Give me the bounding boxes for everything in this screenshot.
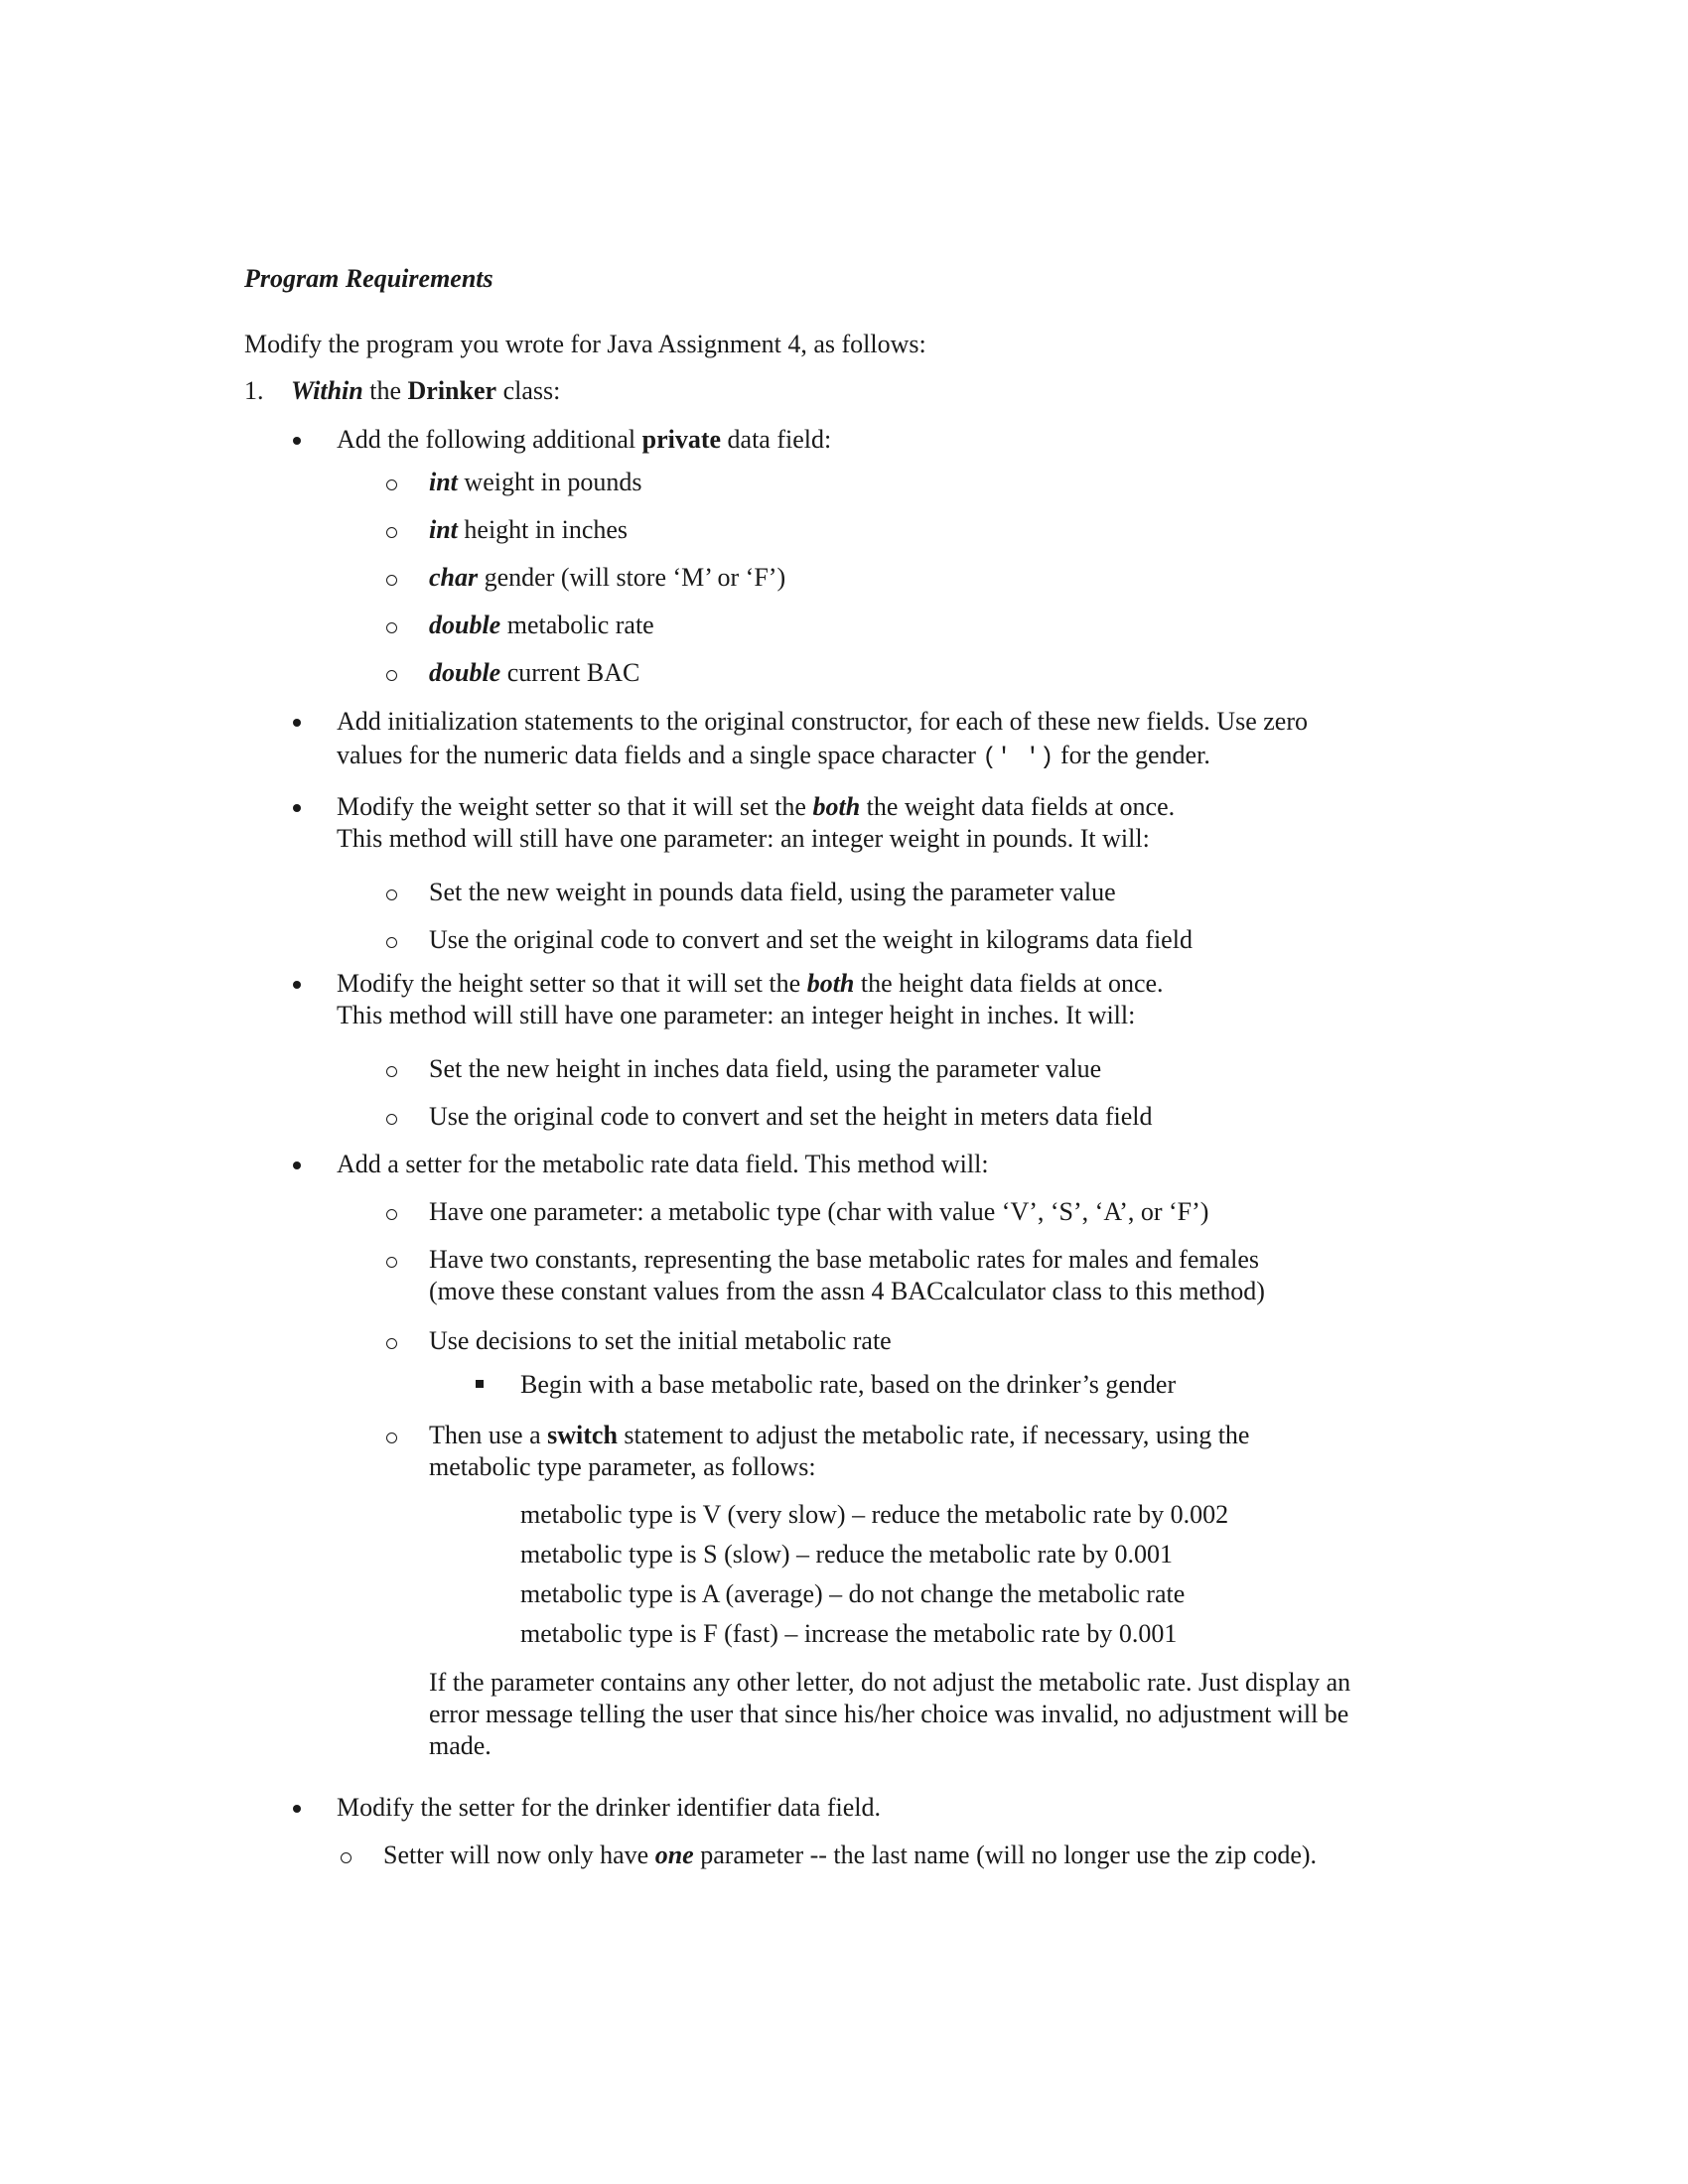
- switch-line-1: [429, 1423, 1249, 1448]
- sub-bullet-circle: [386, 889, 397, 900]
- field-type: double: [429, 611, 501, 639]
- item-1-number: 1.: [244, 376, 264, 405]
- b6-pre: Setter will now only have: [383, 1841, 655, 1869]
- bullet-dot: [293, 437, 301, 445]
- bullet-dot: [293, 1161, 301, 1169]
- switch-pre: Then use a: [429, 1421, 548, 1449]
- field-item: [429, 613, 654, 638]
- b3-post: the weight data fields at once.: [860, 792, 1176, 821]
- field-item: [429, 660, 639, 686]
- b2-post: for the gender.: [1054, 741, 1210, 769]
- switch-line-2: metabolic type parameter, as follows:: [429, 1452, 816, 1481]
- b3-pre: Modify the weight setter so that it will set the: [337, 792, 813, 821]
- sub-item-line-1: Have two constants, representing the base metabolic rates for males and females: [429, 1245, 1260, 1274]
- b1-pre: Add the following additional: [337, 425, 642, 454]
- field-type: double: [429, 658, 501, 687]
- field-desc: height in inches: [457, 515, 629, 544]
- bullet-dot: [293, 804, 301, 812]
- field-item: [429, 470, 642, 495]
- bullet-3-line-2: This method will still have one parameter: an integer weight in pounds. It will:: [337, 824, 1150, 853]
- bullet-4-line-2: This method will still have one parameter: an integer height in inches. It will:: [337, 1001, 1136, 1029]
- the-word: the: [362, 376, 408, 405]
- sub-item: Use the original code to convert and set the weight in kilograms data field: [429, 925, 1193, 954]
- b4-post: the height data fields at once.: [854, 969, 1164, 998]
- field-type: char: [429, 563, 479, 592]
- sub-bullet-circle: [386, 670, 397, 681]
- field-type: int: [429, 468, 458, 496]
- sub-bullet-circle: [386, 1114, 397, 1125]
- b4-pre: Modify the height setter so that it will set the: [337, 969, 807, 998]
- switch-post: statement to adjust the metabolic rate, if necessary, using the: [617, 1421, 1250, 1449]
- within-word: Within: [291, 376, 363, 405]
- other-line-3: made.: [429, 1731, 492, 1760]
- sub-bullet-circle: [341, 1852, 352, 1863]
- bullet-4-line-1: [337, 971, 1164, 997]
- switch-keyword: switch: [547, 1421, 618, 1449]
- b2-pre: values for the numeric data fields and a single space character: [337, 741, 983, 769]
- b6-em: one: [654, 1841, 694, 1869]
- sub-sub-item: Begin with a base metabolic rate, based on the drinker’s gender: [520, 1370, 1177, 1399]
- sub-bullet-circle: [386, 937, 397, 948]
- other-line-2: error message telling the user that since his/her choice was invalid, no adjustment will be: [429, 1700, 1349, 1728]
- other-line-1: If the parameter contains any other letter, do not adjust the metabolic rate. Just display an: [429, 1668, 1351, 1697]
- item-1-heading: [291, 378, 560, 404]
- class-word: class:: [496, 376, 561, 405]
- bullet-dot: [293, 1805, 301, 1813]
- sub-bullet-circle: [386, 622, 397, 633]
- b3-em: both: [812, 792, 861, 821]
- bullet-5-line-1: Add a setter for the metabolic rate data field. This method will:: [337, 1150, 989, 1178]
- square-bullet: [476, 1380, 484, 1388]
- bullet-2-line-1: Add initialization statements to the original constructor, for each of these new fields. Use zero: [337, 707, 1308, 736]
- sub-item: [383, 1843, 1317, 1868]
- sub-item-line-2: (move these constant values from the assn 4 BACcalculator class to this method): [429, 1277, 1265, 1305]
- field-desc: current BAC: [500, 658, 640, 687]
- sub-bullet-circle: [386, 1257, 397, 1268]
- intro-text: Modify the program you wrote for Java Assignment 4, as follows:: [244, 330, 926, 358]
- sub-bullet-circle: [386, 575, 397, 586]
- case-line: metabolic type is F (fast) – increase the metabolic rate by 0.001: [520, 1619, 1178, 1648]
- field-type: int: [429, 515, 458, 544]
- sub-item: Have one parameter: a metabolic type (char with value ‘V’, ‘S’, ‘A’, or ‘F’): [429, 1197, 1209, 1226]
- b1-post: data field:: [721, 425, 832, 454]
- sub-item: Set the new height in inches data field, using the parameter value: [429, 1054, 1102, 1083]
- class-name: Drinker: [407, 376, 497, 405]
- bullet-1-text: [337, 427, 831, 453]
- section-title: Program Requirements: [244, 264, 493, 293]
- field-desc: metabolic rate: [500, 611, 654, 639]
- sub-bullet-circle: [386, 1338, 397, 1349]
- sub-item: Use the original code to convert and set the height in meters data field: [429, 1102, 1153, 1131]
- sub-item: Use decisions to set the initial metabolic rate: [429, 1326, 892, 1355]
- sub-bullet-circle: [386, 1066, 397, 1077]
- case-line: metabolic type is V (very slow) – reduce the metabolic rate by 0.002: [520, 1500, 1229, 1529]
- b1-bold: private: [641, 425, 722, 454]
- sub-bullet-circle: [386, 479, 397, 490]
- field-item: [429, 565, 785, 591]
- bullet-3-line-1: [337, 794, 1175, 820]
- sub-item: Set the new weight in pounds data field, using the parameter value: [429, 878, 1116, 906]
- field-desc: gender (will store ‘M’ or ‘F’): [478, 563, 786, 592]
- case-line: metabolic type is A (average) – do not change the metabolic rate: [520, 1579, 1186, 1608]
- bullet-6-line-1: Modify the setter for the drinker identifier data field.: [337, 1793, 881, 1822]
- sub-bullet-circle: [386, 1433, 397, 1443]
- sub-bullet-circle: [386, 527, 397, 538]
- field-desc: weight in pounds: [457, 468, 642, 496]
- bullet-dot: [293, 981, 301, 989]
- case-line: metabolic type is S (slow) – reduce the metabolic rate by 0.001: [520, 1540, 1174, 1569]
- b6-post: parameter -- the last name (will no longer use the zip code).: [693, 1841, 1318, 1869]
- space-char-code: (' '): [982, 745, 1055, 771]
- field-item: [429, 517, 628, 543]
- bullet-2-line-2: [337, 743, 1210, 770]
- sub-bullet-circle: [386, 1209, 397, 1220]
- b4-em: both: [806, 969, 855, 998]
- bullet-dot: [293, 719, 301, 727]
